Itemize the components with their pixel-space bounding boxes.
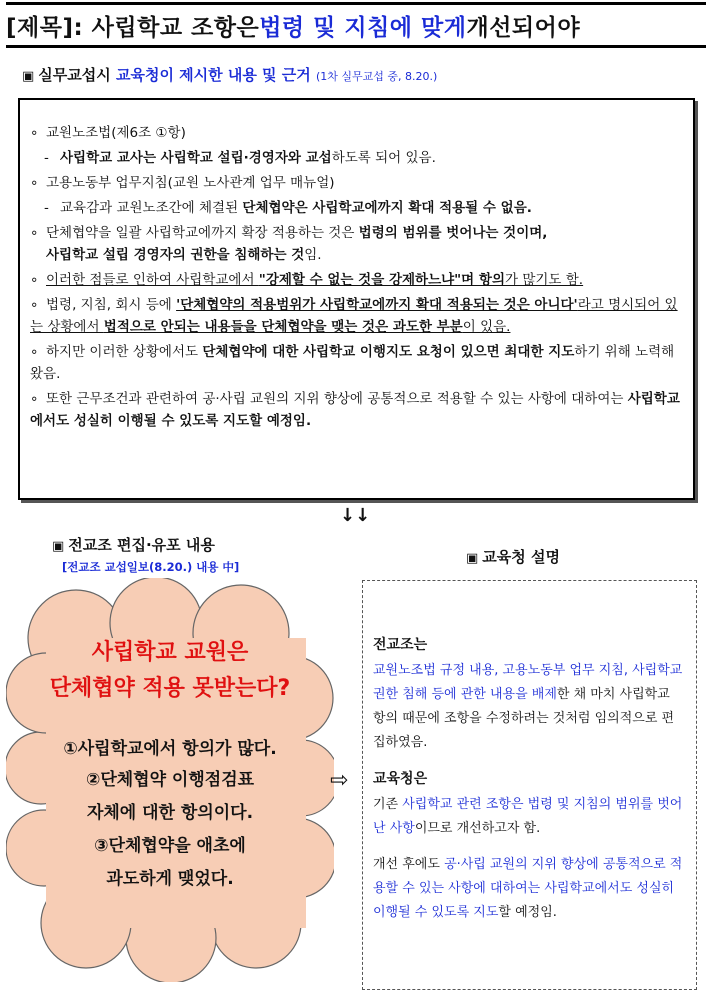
list-item: - 교육감과 교원노조간에 체결된 단체협약은 사립학교에까지 확대 적용될 수 없음. xyxy=(44,200,532,216)
section-note: (1차 실무교섭 중, 8.20.) xyxy=(316,70,438,83)
list-item: ∘ 고용노동부 업무지침(교원 노사관계 업무 매뉴얼) xyxy=(30,175,335,191)
title-highlight: 법령 및 지침에 맞게 xyxy=(259,14,467,41)
square-marker-icon: ▣ xyxy=(52,539,65,554)
list-item: ∘ 교원노조법(제6조 ①항) xyxy=(30,125,186,141)
explanation-paragraph: 개선 후에도 공·사립 교원의 지위 향상에 공통적으로 적용할 수 있는 사항에 대하여는 사립학교에서도 성실히 이행될 수 있도록 지도할 예정임. xyxy=(373,857,683,920)
section-label: 실무교섭시 xyxy=(38,66,116,84)
section-heading xyxy=(22,64,437,85)
list-item: ∘ 이러한 점들로 인하여 사립학교에서 "강제할 수 없는 것을 강제하느냐"며 항의가 많기도 함. xyxy=(30,272,584,288)
cloud-line: ②단체협약 이행점검표 xyxy=(85,770,255,790)
list-item: ∘ 하지만 이러한 상황에서도 단체협약에 대한 사립학교 이행지도 요청이 있으면 최대한 지도하기 위해 노력해 왔음. xyxy=(30,344,675,382)
cloud-line: 과도하게 맺었다. xyxy=(106,869,234,889)
cloud-red-line: 단체협약 적용 못받는다? xyxy=(49,676,291,701)
cloud-red-line: 사립학교 교원은 xyxy=(91,640,249,665)
document-title xyxy=(6,2,706,48)
square-marker-icon: ▣ xyxy=(466,551,479,566)
list-item: ∘ 또한 근무조건과 관련하여 공·사립 교원의 지위 향상에 공통적으로 적용할 수 있는 사항에 대하여는 사립학교에서도 성실히 이행될 수 있도록 지도할 예정임. xyxy=(30,391,680,429)
explanation-paragraph: 기존 사립학교 관련 조항은 법령 및 지침의 범위를 벗어난 사항이므로 개선하고자 함. xyxy=(373,797,683,836)
explanation-paragraph: 교원노조법 규정 내용, 고용노동부 업무 지침, 사립학교 권한 침해 등에 관한 내용을 배제한 채 마치 사립학교 항의 때문에 조항을 수정하려는 것처럼 임의적으로 편집하였음. xyxy=(373,663,683,750)
cloud-line: 자체에 대한 항의이다. xyxy=(86,803,254,823)
left-heading: ▣ 전교조 편집·유포 내용 xyxy=(52,536,215,554)
list-item: ∘ 법령, 지침, 회시 등에 '단체협약의 적용범위가 사립학교에까지 확대 적용되는 것은 아니다'라고 명시되어 있는 상황에서 법적으로 안되는 내용들을 단체협약을 맺는 것은 과도한 부분이 있음. xyxy=(30,297,678,335)
cloud-line: ①사립학교에서 항의가 많다. xyxy=(63,739,277,759)
explanation-box xyxy=(362,580,697,990)
right-arrow-icon: ⇨ xyxy=(330,768,349,793)
square-marker-icon: ▣ xyxy=(22,69,35,84)
right-heading: ▣ 교육청 설명 xyxy=(466,548,560,566)
main-content-box xyxy=(18,98,695,500)
explanation-heading: 교육청은 xyxy=(373,771,428,787)
down-arrows-icon: ↓↓ xyxy=(340,505,371,526)
title-suffix: 개선되어야 xyxy=(466,14,581,41)
list-item: - 사립학교 교사는 사립학교 설립·경영자와 교섭하도록 되어 있음. xyxy=(44,150,436,166)
title-prefix: [제목]: 사립학교 조항은 xyxy=(6,14,260,41)
section-highlight: 교육청이 제시한 내용 및 근거 xyxy=(115,66,311,84)
explanation-heading: 전교조는 xyxy=(373,637,428,653)
list-item: ∘ 단체협약을 일괄 사립학교에까지 확장 적용하는 것은 법령의 범위를 벗어나는 것이며, 사립학교 설립 경영자의 권한을 침해하는 것임. xyxy=(30,225,548,263)
cloud-line: ③단체협약을 애초에 xyxy=(94,836,246,856)
left-subheading: [전교조 교섭일보(8.20.) 내용 中] xyxy=(62,560,240,574)
